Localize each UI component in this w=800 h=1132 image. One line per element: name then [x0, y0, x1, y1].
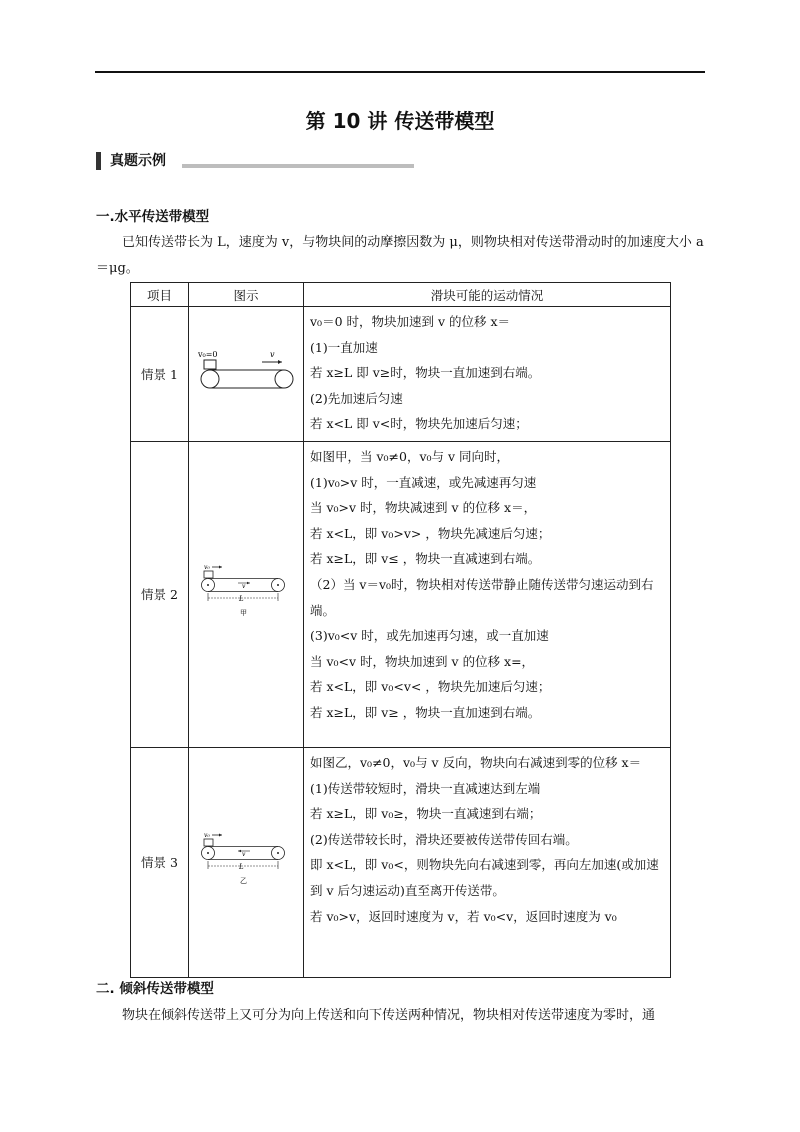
inclined-paragraph: 物块在倾斜传送带上又可分为向上传送和向下传送两种情况，物块相对传送带速度为零时，通: [122, 1008, 656, 1023]
section-label: 真题示例: [110, 153, 166, 169]
motion-line: 若 x≥L，即 v≤ ，物块一直减速到右端。: [310, 551, 541, 567]
motion-line: (3)v₀<v 时，或先加速再匀速，或一直加速: [310, 628, 549, 644]
motion-cell: [304, 307, 671, 442]
motion-line: 若 v₀>v，返回时速度为 v，若 v₀<v，返回时速度为 v₀: [310, 908, 617, 924]
conveyor-diagram-3: [196, 829, 296, 893]
motion-line: (1)v₀>v 时，一直减速，或先减速再匀速: [310, 474, 537, 490]
length-label: L: [239, 862, 244, 871]
motion-line: （2）当 v＝v₀时，物块相对传送带静止随传送带匀速运动到右端。: [310, 576, 654, 618]
table-row: [131, 307, 671, 442]
figure-caption: 甲: [240, 608, 247, 617]
motion-line: 若 x≥L 即 v≥时，物块一直加速到右端。: [310, 365, 541, 381]
row-label: 情景 2: [131, 441, 189, 747]
motion-line: (1)传送带较短时，滑块一直减速达到左端: [310, 780, 541, 796]
motion-line: 即 x<L，即 v₀<，则物块先向右减速到零，再向左加速(或加速到 v 后匀速运动)直至离开传送带。: [310, 857, 659, 898]
figure-scene-3: [189, 747, 304, 977]
section-marker: [96, 152, 101, 170]
table-row: [131, 441, 671, 747]
conveyor-diagram-2: [196, 561, 296, 625]
v0-label: v₀: [204, 831, 210, 839]
table-row: [131, 747, 671, 977]
length-label: L: [239, 594, 244, 603]
conveyor-table: [130, 282, 671, 978]
motion-line: 当 v₀>v 时，物块减速到 v 的位移 x＝，: [310, 500, 537, 516]
motion-line: 若 x≥L，即 v₀≥，物块一直减速到右端；: [310, 806, 542, 822]
heading-inclined: 二. 倾斜传送带模型: [96, 981, 214, 997]
figure-scene-2: [189, 441, 304, 747]
section-underline: [182, 164, 414, 168]
header-figure: 图示: [189, 283, 304, 307]
motion-line: 如图甲，当 v₀≠0，v₀与 v 同向时，: [310, 448, 510, 464]
motion-line: (1)一直加速: [310, 339, 378, 355]
top-rule: [95, 71, 705, 73]
v-label: v: [242, 582, 246, 590]
motion-line: 若 x≥L，即 v≥ ，物块一直加速到右端。: [310, 704, 541, 720]
motion-line: 若 x<L，即 v₀>v> ，物块先减速后匀速；: [310, 525, 551, 541]
page-title: 第 10 讲 传送带模型: [305, 109, 495, 133]
header-item: 项目: [131, 283, 189, 307]
table-header-row: [131, 283, 671, 307]
conveyor-diagram-1: [196, 347, 296, 397]
motion-line: 若 x<L，即 v₀<v< ，物块先加速后匀速；: [310, 679, 551, 695]
figure-caption: 乙: [240, 876, 247, 885]
v0-label: v₀=0: [198, 350, 218, 360]
header-motion: 滑块可能的运动情况: [304, 283, 671, 307]
motion-line: 当 v₀<v 时，物块加速到 v 的位移 x=，: [310, 653, 535, 669]
v0-label: v₀: [204, 563, 210, 571]
motion-line: v₀＝0 时，物块加速到 v 的位移 x＝: [310, 314, 511, 329]
motion-line: 如图乙，v₀≠0，v₀与 v 反向，物块向右减速到零的位移 x＝: [310, 754, 642, 770]
motion-line: (2)传送带较长时，滑块还要被传送带传回右端。: [310, 831, 578, 847]
heading-horizontal: 一.水平传送带模型: [96, 209, 210, 225]
figure-scene-1: [189, 307, 304, 442]
v-label: v: [270, 350, 275, 360]
motion-cell: [304, 747, 671, 977]
motion-line: (2)先加速后匀速: [310, 390, 403, 406]
v-label: v: [242, 850, 246, 858]
motion-line: 若 x<L 即 v<时，物块先加速后匀速；: [310, 416, 528, 432]
motion-cell: [304, 441, 671, 747]
intro-paragraph: 已知传送带长为 L，速度为 v，与物块间的动摩擦因数为 μ，则物块相对传送带滑动时的加速度大小 a＝μg。: [96, 235, 704, 276]
row-label: 情景 1: [131, 307, 189, 442]
row-label: 情景 3: [131, 747, 189, 977]
